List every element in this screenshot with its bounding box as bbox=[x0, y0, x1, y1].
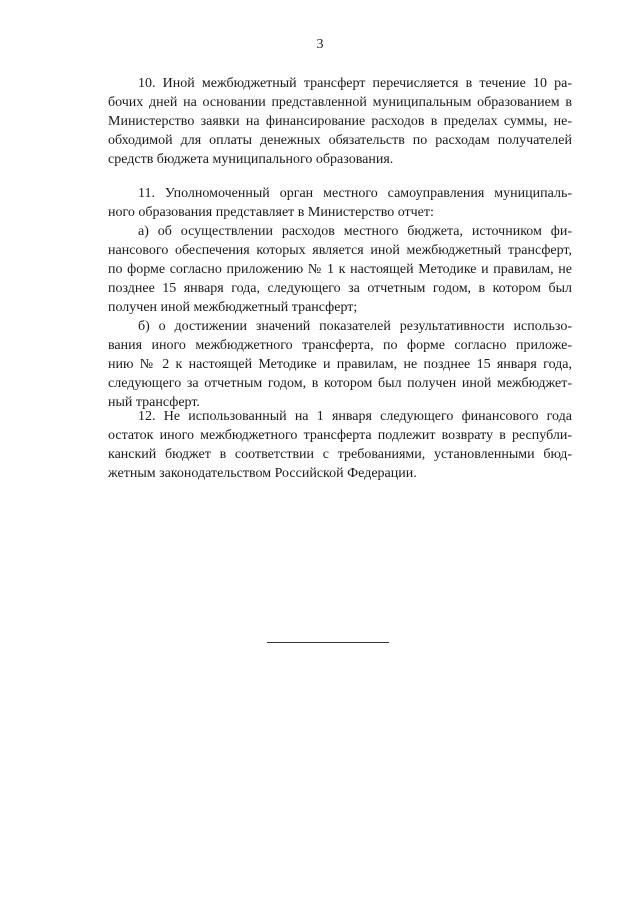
text-line: Министерство заявки на финансирование расходов в пределах суммы, не- bbox=[108, 114, 572, 129]
text-line: 11. Уполномоченный орган местного самоуправления муниципаль- bbox=[138, 186, 572, 201]
text-line: нию № 2 к настоящей Методике и правилам, не позднее 15 января года, bbox=[108, 357, 572, 372]
end-divider bbox=[267, 642, 389, 643]
text-line: а) об осуществлении расходов местного бюджета, источником фи- bbox=[138, 224, 572, 239]
text-line: по форме согласно приложению № 1 к настоящей Методике и правилам, не bbox=[108, 262, 572, 277]
text-line: нансового обеспечения которых является иной межбюджетный трансферт, bbox=[108, 243, 572, 258]
page-number: 3 bbox=[316, 37, 324, 52]
text-line: следующего за отчетным годом, в котором был получен иной межбюджет- bbox=[108, 376, 572, 391]
text-line: получен иной межбюджетный трансферт; bbox=[108, 300, 358, 315]
text-line: жетным законодательством Российской Федерации. bbox=[108, 466, 417, 481]
paragraph-11 bbox=[108, 184, 572, 412]
paragraph-12 bbox=[108, 407, 572, 483]
text-line: остаток иного межбюджетного трансферта подлежит возврату в республи- bbox=[108, 428, 572, 443]
text-line: средств бюджета муниципального образования. bbox=[108, 152, 394, 167]
text-line: ного образования представляет в Министерство отчет: bbox=[108, 205, 434, 220]
text-line: ный трансферт. bbox=[108, 395, 200, 410]
text-line: бочих дней на основании представленной муниципальным образованием в bbox=[108, 95, 572, 110]
paragraph-10 bbox=[108, 74, 572, 169]
text-line: канский бюджет в соответствии с требованиями, установленными бюд- bbox=[108, 447, 572, 462]
text-line: 10. Иной межбюджетный трансферт перечисляется в течение 10 ра- bbox=[138, 76, 572, 91]
text-line: обходимой для оплаты денежных обязательств по расходам получателей bbox=[108, 133, 572, 148]
text-line: б) о достижении значений показателей результативности использо- bbox=[138, 319, 572, 334]
text-line: позднее 15 января года, следующего за отчетным годом, в котором был bbox=[108, 281, 572, 296]
text-line: 12. Не использованный на 1 января следующего финансового года bbox=[138, 409, 572, 424]
text-line: вания иного межбюджетного трансферта, по форме согласно приложе- bbox=[108, 338, 572, 353]
